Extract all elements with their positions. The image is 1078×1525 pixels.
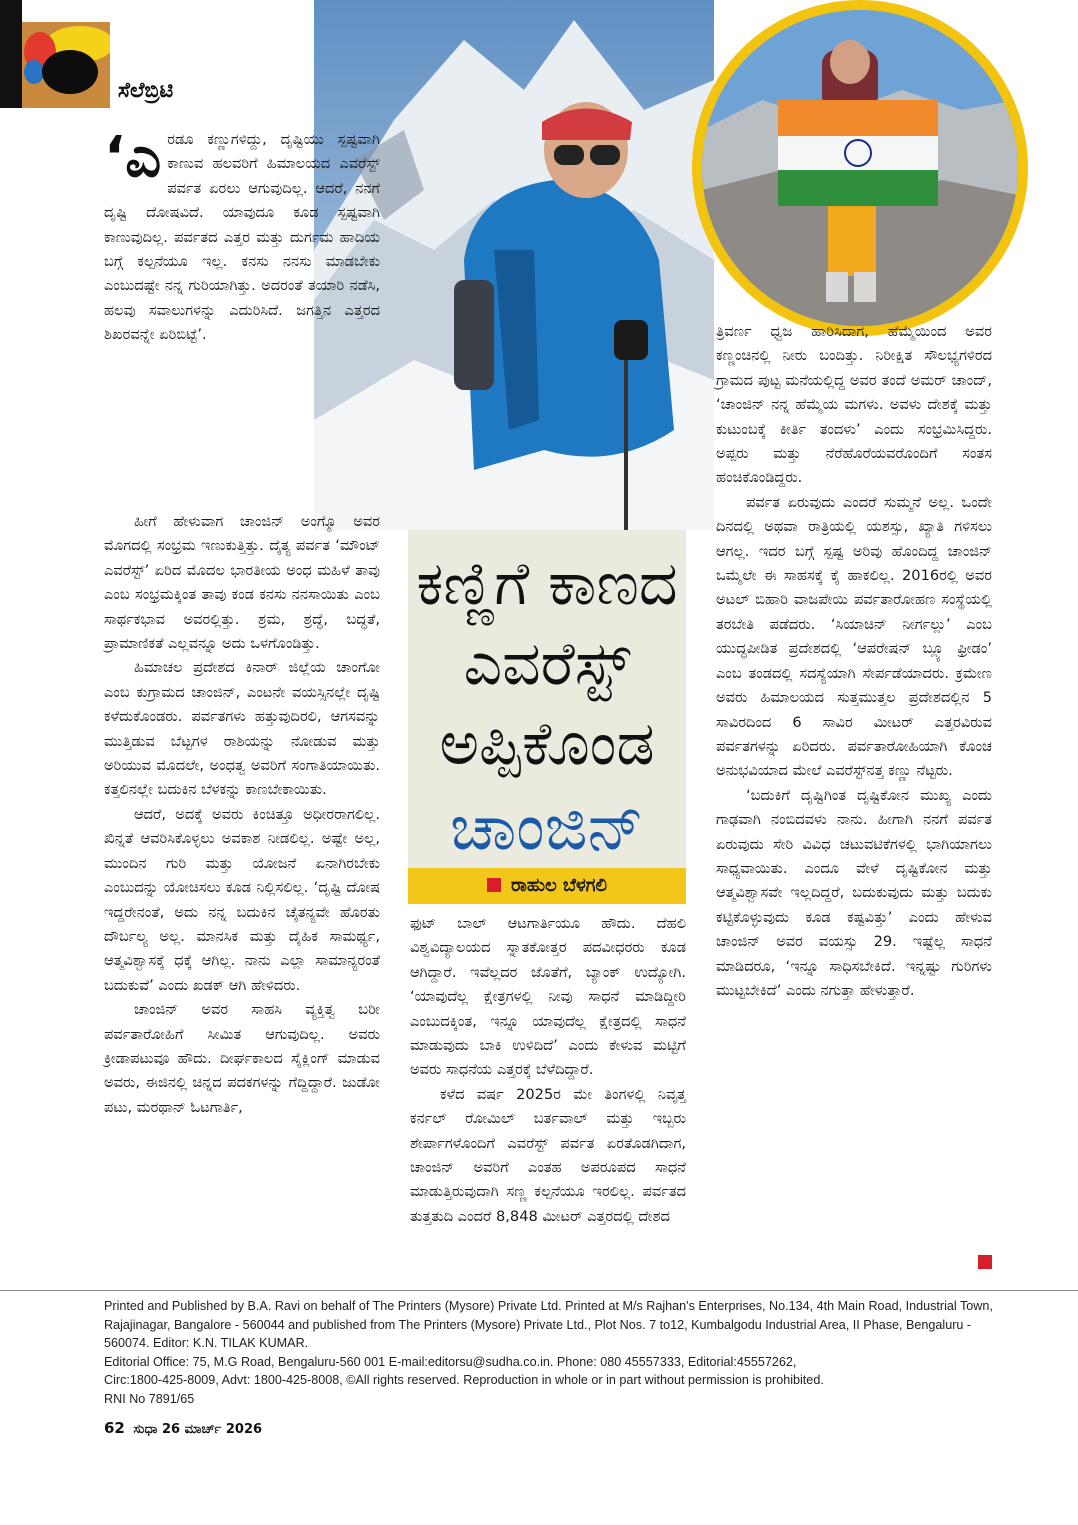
imprint-line: RNI No 7891/65: [104, 1391, 195, 1406]
article-paragraph: ಚಾಂಜಿನ್ ಅವರ ಸಾಹಸಿ ವ್ಯಕ್ತಿತ್ವ ಬರೀ ಪರ್ವತಾರೋಹಿಗೆ ಸೀಮಿತ ಆಗುವುದಿಲ್ಲ. ಅವರು ಕ್ರೀಡಾಪಟುವೂ ಹೌದು. ದೀರ್ಘಕಾಲದ ಸೈಕ್ಲಿಂಗ್ ಮಾಡುವ ಅವರು, ಈಜಿನಲ್ಲಿ ಚಿನ್ನದ ಪದಕಗಳನ್ನು ಗೆದ್ದಿದ್ದಾರೆ. ಜುಡೋ ಪಟು, ಮರಥಾನ್ ಓಟಗಾರ್ತಿ,: [104, 1001, 380, 1116]
imprint-line: Circ:1800-425-8009, Advt: 1800-425-8008, ©All rights reserved. Reproduction in whole or in part without permission is prohibited.: [104, 1373, 824, 1387]
headline-name: ಚಾಂಜಿನ್: [450, 791, 644, 865]
page-number: 62: [104, 1419, 125, 1437]
article-paragraph: ತ್ರಿವರ್ಣ ಧ್ವಜ ಹಾರಿಸಿದಾಗ, ಹೆಮ್ಮೆಯಿಂದ ಅವರ ಕಣ್ಣಂಚಿನಲ್ಲಿ ನೀರು ಬಂದಿತ್ತು. ನಿರೀಕ್ಷಿತ ಸೌಲಭ್ಯಗಳಿರದ ಗ್ರಾಮದ ಪುಟ್ಟ ಮನೆಯಲ್ಲಿದ್ದ ಅವರ ತಂದೆ ಅಮರ್ ಚಾಂದ್, ‘ಚಾಂಜಿನ್ ನನ್ನ ಹೆಮ್ಮೆಯ ಮಗಳು. ಅವಳು ದೇಶಕ್ಕೆ ಮತ್ತು ಕುಟುಂಬಕ್ಕೆ ಕೀರ್ತಿ ತಂದಳು’ ಎಂದು ಸಂಭ್ರಮಿಸಿದ್ದರು. ಅಪ್ಪರು ಮತ್ತು ನೆರೆಹೊರೆಯವರೊಂದಿಗೆ ಸಂತಸ ಹಂಚಿಕೊಂಡಿದ್ದರು.: [716, 323, 992, 487]
article-paragraph: ‘ಬದುಕಿಗೆ ದೃಷ್ಟಿಗಿಂತ ದೃಷ್ಟಿಕೋನ ಮುಖ್ಯ ಎಂದು ಗಾಢವಾಗಿ ನಂಬಿದವಳು ನಾನು. ಹೀಗಾಗಿ ನನಗೆ ಪರ್ವತ ಏರುವುದು ಸೇರಿ ವಿವಿಧ ಚಟುವಟಿಕೆಗಳಲ್ಲಿ ಭಾಗಿಯಾಗಲು ಸಾಧ್ಯವಾಯಿತು. ಎಂದೂ ವೇಳೆ ದೃಷ್ಟಿಕೋನ ಮತ್ತು ಆತ್ಮವಿಶ್ವಾಸವೇ ಇಲ್ಲದಿದ್ದರೆ, ಬದುಕುವುದು ಮತ್ತು ಬದುಕು ಕಟ್ಟಿಕೊಳ್ಳುವುದು ಕೂಡ ಕಷ್ಟವಿತ್ತು’ ಎಂದು ಹೇಳುವ ಚಾಂಜಿನ್ ಅವರ ವಯಸ್ಸು 29. ಇಷ್ಟೆಲ್ಲ ಸಾಧನೆ ಮಾಡಿದರೂ, ‘ಇನ್ನೂ ಸಾಧಿಸಬೇಕಿದೆ. ಇನ್ನಷ್ಟು ಗುರಿಗಳು ಮುಟ್ಟಬೇಕಿದೆ’ ಎಂದು ನಗುತ್ತಾ ಹೇಳುತ್ತಾರೆ.: [716, 786, 992, 999]
byline-author: ರಾಹುಲ ಬೆಳಗಲಿ: [511, 875, 607, 896]
headline-line: ಎವರೆಸ್ಟ್: [463, 629, 631, 699]
page-issue-info: ಸುಧಾ 26 ಮಾರ್ಚ್ 2026: [133, 1422, 263, 1437]
article-paragraph: ಹಿಮಾಚಲ ಪ್ರದೇಶದ ಕಿನಾರ್ ಜಿಲ್ಲೆಯ ಚಾಂಗೋ ಎಂಬ ಕುಗ್ರಾಮದ ಚಾಂಜಿನ್, ಎಂಟನೇ ವಯಸ್ಸಿನಲ್ಲೇ ದೃಷ್ಟಿ ಕಳೆದುಕೊಂಡರು. ಪರ್ವತಗಳು ಹತ್ತುವುದಿರಲಿ, ಆಗಸವನ್ನು ಮುತ್ತಿಡುವ ಬೆಟ್ಟಗಳ ರಾಶಿಯನ್ನು ನೋಡುವ ಮತ್ತು ಅರಿಯುವ ಮೊದಲೇ, ಅಂಧತ್ವ ಅವರಿಗೆ ಸಂಗಾತಿಯಾಯಿತು. ಕತ್ತಲಿನಲ್ಲೇ ಬದುಕಿನ ಬೆಳಕನ್ನು ಕಾಣಬೇಕಾಯಿತು.: [104, 659, 380, 799]
summit-photo: [702, 10, 1018, 326]
imprint-line: Editorial Office: 75, M.G Road, Bengaluru-560 001 E-mail:editorsu@sudha.co.in. Phone: 080 45557333, Editorial:45557262,: [104, 1354, 797, 1369]
logo-graphic: [22, 22, 110, 108]
article-column-1-top: [104, 125, 380, 348]
headline-box: [408, 530, 686, 870]
article-paragraph: ಕಳೆದ ವರ್ಷ 2025ರ ಮೇ ತಿಂಗಳಲ್ಲಿ ನಿವೃತ್ತ ಕರ್ನಲ್ ರೋಮಿಲ್ ಬರ್ತವಾಲ್ ಮತ್ತು ಇಬ್ಬರು ಶೇರ್ಪಾಗಳೊಂದಿಗೆ ಎವರೆಸ್ಟ್ ಪರ್ವತ ಏರತೊಡಗಿದಾಗ, ಚಾಂಜಿನ್ ಅವರಿಗೆ ಎಂತಹ ಅಪರೂಪದ ಸಾಧನೆ ಮಾಡುತ್ತಿರುವುದಾಗಿ ಸಣ್ಣ ಕಲ್ಪನೆಯೂ ಇರಲಿಲ್ಲ. ಪರ್ವತದ ತುತ್ತತುದಿ ಎಂದರೆ 8,848 ಮೀಟರ್ ಎತ್ತರದಲ್ಲಿ ದೇಶದ: [410, 1085, 686, 1225]
section-logo: [22, 22, 110, 108]
imprint-line: Printed and Published by B.A. Ravi on behalf of The Printers (Mysore) Private Ltd. Printed at M/s Rajhan's Enterprises, No.134, 4th Main Road, Industrial Town, Rajajinagar, Bangalore - 560044 and published from The Printers (Mysore) Private Ltd., Plot Nos. 7 to12, Kumbalgodu Industrial Area, II Phase, Bengaluru - 560074. Editor: K.N. TILAK KUMAR.: [104, 1299, 993, 1350]
byline: [408, 868, 686, 904]
headline: [408, 544, 686, 784]
article-paragraph: ಹೀಗೆ ಹೇಳುವಾಗ ಚಾಂಜಿನ್ ಅಂಗ್ಮೊ ಅವರ ಮೊಗದಲ್ಲಿ ಸಂಭ್ರಮ ಇಣುಕುತ್ತಿತ್ತು. ದೈತ್ಯ ಪರ್ವತ ‘ಮೌಂಟ್ ಎವರೆಸ್ಟ್’ ಏರಿದ ಮೊದಲ ಭಾರತೀಯ ಅಂಧ ಮಹಿಳೆ ತಾವು ಎಂಬ ಸಂಭ್ರಮಕ್ಕಿಂತ ತಾವು ಕಂಡ ಕನಸು ನನಸಾಯಿತು ಎಂಬ ಸಾರ್ಥಕಭಾವ ಅವರಲ್ಲಿತ್ತು. ಶ್ರಮ, ಶ್ರದ್ಧೆ, ಬದ್ಧತೆ, ಪ್ರಾಮಾಣಿಕತೆ ಎಲ್ಲವನ್ನೂ ಅದು ಒಳಗೊಂಡಿತ್ತು.: [104, 513, 380, 653]
article-paragraph: ಪರ್ವತ ಏರುವುದು ಎಂದರೆ ಸುಮ್ಮನೆ ಅಲ್ಲ. ಒಂದೇ ದಿನದಲ್ಲಿ ಅಥವಾ ರಾತ್ರಿಯಲ್ಲಿ ಯಶಸ್ಸು, ಖ್ಯಾತಿ ಗಳಿಸಲು ಆಗಲ್ಲ. ಇದರ ಬಗ್ಗೆ ಸ್ಪಷ್ಟ ಅರಿವು ಹೊಂದಿದ್ದ ಚಾಂಜಿನ್ ಒಮ್ಮೆಲೇ ಈ ಸಾಹಸಕ್ಕೆ ಕೈ ಹಾಕಲಿಲ್ಲ. 2016ರಲ್ಲಿ ಅವರ ಅಟಲ್ ಬಿಹಾರಿ ವಾಜಪೇಯಿ ಪರ್ವತಾರೋಹಣ ಸಂಸ್ಥೆಯಲ್ಲಿ ತರಬೇತಿ ಪಡೆದರು. ‘ಸಿಯಾಚಿನ್ ನೀರ್ಗಲ್ಲು’ ಎಂಬ ಯುದ್ಧಪೀಡಿತ ಪ್ರದೇಶದಲ್ಲಿ ‘ಆಪರೇಷನ್ ಬ್ಲ್ಯೂ ಫ್ರೀಡಂ’ ಎಂಬ ತಂಡದಲ್ಲಿ ಸದಸ್ಯೆಯಾಗಿ ಸೇರ್ಪಡೆಯಾದರು. ಕ್ರಮೇಣ ಅವರು ಹಿಮಾಲಯದ ಸುತ್ತಮುತ್ತಲ ಪ್ರದೇಶದಲ್ಲಿನ 5 ಸಾವಿರದಿಂದ 6 ಸಾವಿರ ಮೀಟರ್ ಎತ್ತರವಿರುವ ಪರ್ವತಗಳನ್ನು ಏರಿದರು. ಪರ್ವತಾರೋಹಿಯಾಗಿ ಕೊಂಚ ಅನುಭವಿಯಾದ ಮೇಲೆ ಎವರೆಸ್ಟ್‌ನತ್ತ ಕಣ್ಣು ನೆಟ್ಟರು.: [716, 493, 992, 780]
byline-marker-icon: [487, 878, 501, 892]
page-footer: [104, 1419, 262, 1437]
article-column-1-bottom: [104, 510, 380, 1120]
article-column-3: [716, 320, 992, 1003]
article-paragraph: ಫುಟ್ ಬಾಲ್ ಆಟಗಾರ್ತಿಯೂ ಹೌದು. ದೆಹಲಿ ವಿಶ್ವವಿದ್ಯಾಲಯದ ಸ್ನಾತಕೋತ್ತರ ಪದವೀಧರರು ಕೂಡ ಆಗಿದ್ದಾರೆ. ಇವೆಲ್ಲದರ ಜೊತೆಗೆ, ಬ್ಯಾಂಕ್ ಉದ್ಯೋಗಿ. ‘ಯಾವುದೆಲ್ಲ ಕ್ಷೇತ್ರಗಳಲ್ಲಿ ನೀವು ಸಾಧನೆ ಮಾಡಿದ್ದೀರಿ ಎಂಬುದಕ್ಕಿಂತ, ಇನ್ನೂ ಯಾವುದೆಲ್ಲ ಕ್ಷೇತ್ರದಲ್ಲಿ ಸಾಧನೆ ಮಾಡುವುದು ಬಾಕಿ ಉಳಿದಿದೆ’ ಎಂದು ಕೇಳುವ ಮಟ್ಟಿಗೆ ಅವರು ಸಾಧನೆಯ ಎತ್ತರಕ್ಕೆ ಬೆಳೆದಿದ್ದಾರೆ.: [410, 915, 686, 1079]
footer-divider: [0, 1290, 1078, 1291]
summit-flag-illustration: [702, 10, 1018, 326]
summit-photo-frame: [692, 0, 1028, 336]
logo-bar: [0, 0, 22, 108]
section-label: ಸೆಲೆಬ್ರಿಟಿ: [118, 78, 174, 102]
headline-line: ಅಪ್ಪಿಕೊಂಡ: [439, 709, 655, 779]
dropcap: ‘ಎ: [104, 125, 162, 190]
article-paragraph: ಆದರೆ, ಅದಕ್ಕೆ ಅವರು ಕಿಂಚಿತ್ತೂ ಅಧೀರರಾಗಲಿಲ್ಲ. ಖಿನ್ನತೆ ಆವರಿಸಿಕೊಳ್ಳಲು ಅವಕಾಶ ನೀಡಲಿಲ್ಲ. ಅಷ್ಟೇ ಅಲ್ಲ, ಮುಂದಿನ ಗುರಿ ಮತ್ತು ಯೋಜನೆ ಏನಾಗಿರಬೇಕು ಎಂಬುದನ್ನು ಯೋಚಿಸಲು ಕೂಡ ನಿಲ್ಲಿಸಲಿಲ್ಲ. ‘ದೃಷ್ಟಿ ದೋಷ ಇದ್ದರೇನಂತೆ, ಅದು ನನ್ನ ಬದುಕಿನ ಚೈತನ್ಯವೇ ಹೊರತು ದೌರ್ಬಲ್ಯ ಅಲ್ಲ. ಮಾನಸಿಕ ಮತ್ತು ದೈಹಿಕ ಸಾಮರ್ಥ್ಯ, ಆತ್ಮವಿಶ್ವಾಸಕ್ಕೆ ಧಕ್ಕೆ ಆಗಿಲ್ಲ. ನಾನು ಎಲ್ಲಾ ಸಾಮಾನ್ಯರಂತೆ ಬದುಕುವೆ’ ಎಂದು ಖಡಕ್ ಆಗಿ ಹೇಳಿದರು.: [104, 805, 380, 994]
imprint-footer: [104, 1297, 994, 1408]
end-mark-icon: [978, 1255, 992, 1269]
headline-line: ಕಣ್ಣಿಗೆ ಕಾಣದ: [416, 549, 678, 619]
article-column-2: [410, 912, 686, 1229]
article-paragraph: ರಡೂ ಕಣ್ಣುಗಳಿದ್ದು, ದೃಷ್ಟಿಯು ಸ್ಪಷ್ಟವಾಗಿ ಕಾಣುವ ಹಲವರಿಗೆ ಹಿಮಾಲಯದ ಎವರೆಸ್ಟ್ ಪರ್ವತ ಏರಲು ಆಗುವುದಿಲ್ಲ. ಆದರೆ, ನನಗೆ ದೃಷ್ಟಿ ದೋಷವಿದೆ. ಯಾವುದೂ ಕೂಡ ಸ್ಪಷ್ಟವಾಗಿ ಕಾಣುವುದಿಲ್ಲ. ಪರ್ವತದ ಎತ್ತರ ಮತ್ತು ದುರ್ಗಮ ಹಾದಿಯ ಬಗ್ಗೆ ಕಲ್ಪನೆಯೂ ಇಲ್ಲ. ಕನಸು ನನಸು ಮಾಡಬೇಕು ಎಂಬುದಷ್ಟೇ ನನ್ನ ಗುರಿಯಾಗಿತ್ತು. ಅದರಂತೆ ತಯಾರಿ ನಡೆಸಿ, ಹಲವು ಸವಾಲುಗಳನ್ನು ಎದುರಿಸಿದೆ. ಜಗತ್ತಿನ ಎತ್ತರದ ಶಿಖರವನ್ನೇ ಏರಿಬಿಟ್ಟೆ’.: [104, 131, 380, 344]
